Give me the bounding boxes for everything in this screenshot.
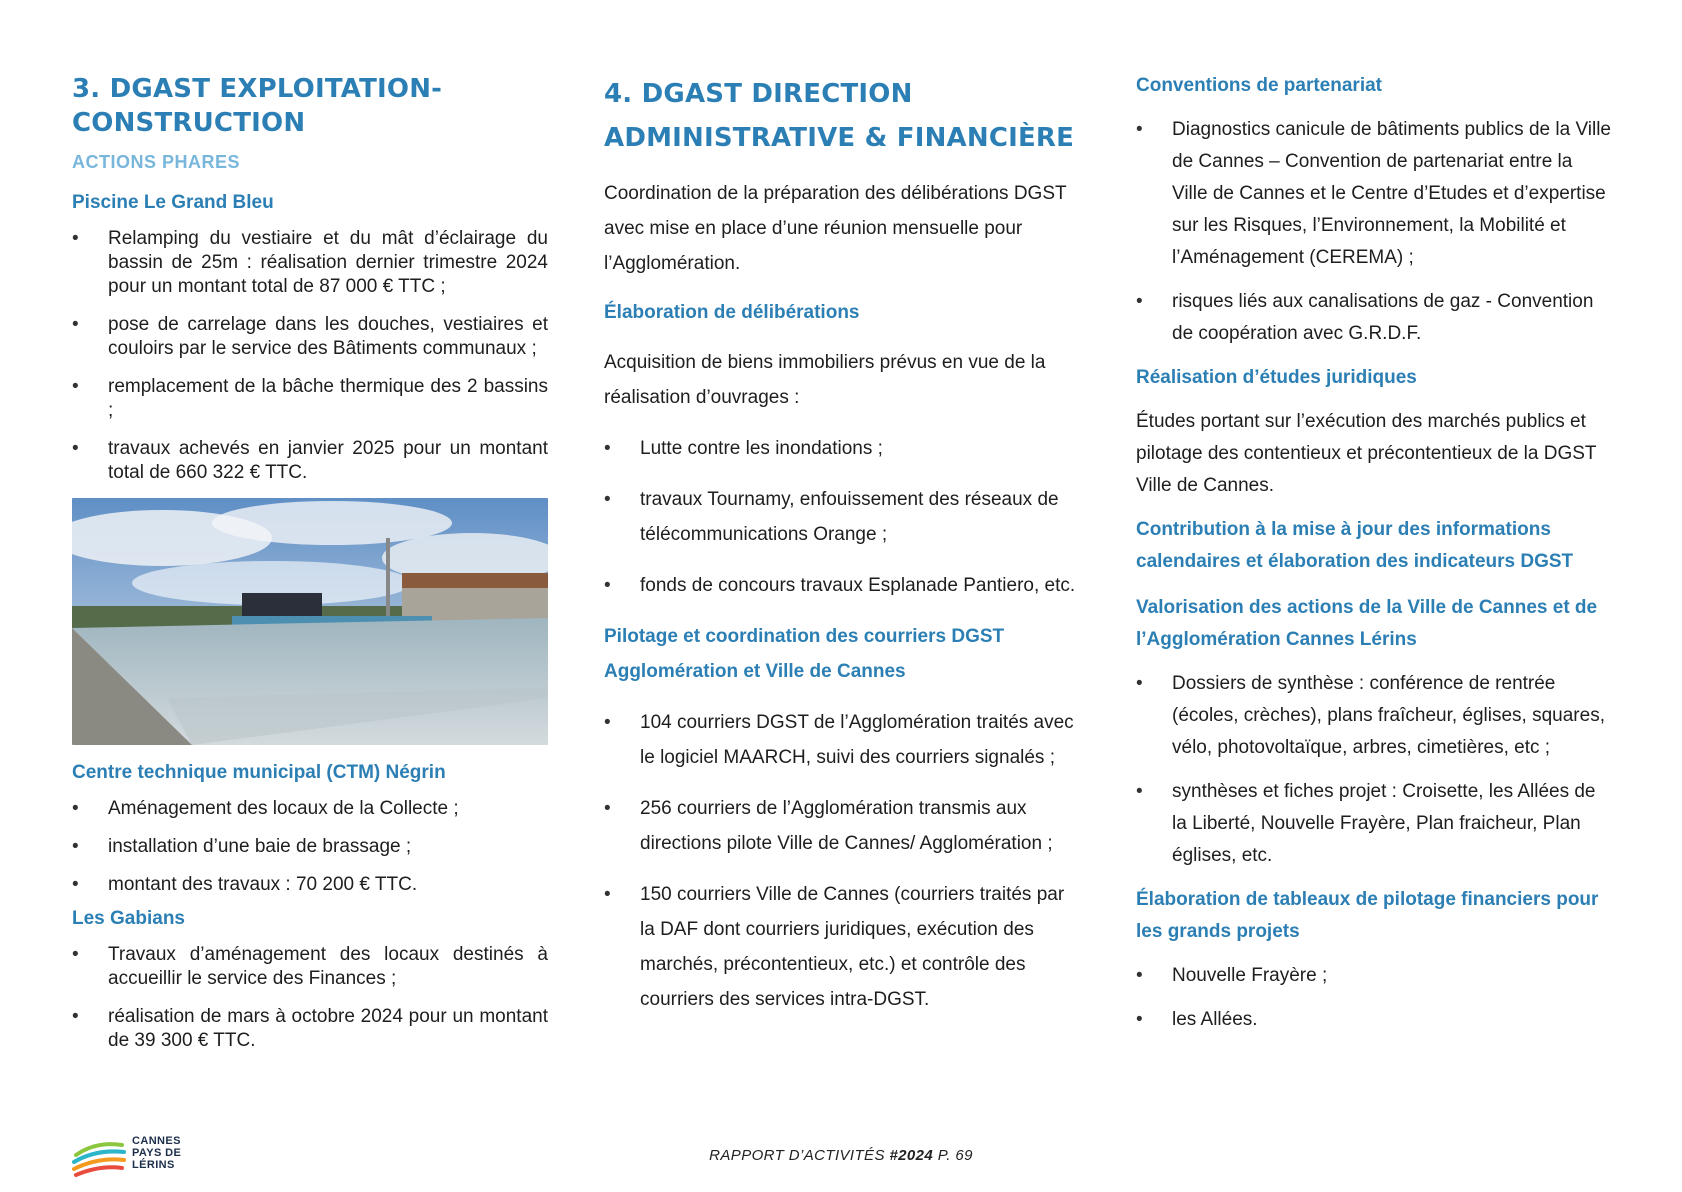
heading-gabians: Les Gabians xyxy=(72,908,185,929)
column-administrative xyxy=(604,72,1080,1017)
heading-valorisation: Valorisation des actions de la Ville de Cannes et de l’Agglomération Cannes Lérins xyxy=(1136,597,1598,650)
list-item: • Diagnostics canicule de bâtiments publics de la Ville de Cannes – Convention de partenariat entre la Ville de Cannes et le Centre d’Etudes et d’expertise sur les Risques, l’Environnement, la Mobilité et l’Aménagement (CEREMA) ; xyxy=(1136,114,1612,274)
list-item: • risques liés aux canalisations de gaz - Convention de coopération avec G.R.D.F. xyxy=(1136,286,1612,350)
list-item: • réalisation de mars à octobre 2024 pour un montant de 39 300 € TTC. xyxy=(72,1005,548,1053)
list-tableaux xyxy=(1136,960,1612,1036)
list-item: • installation d’une baie de brassage ; xyxy=(72,835,548,859)
heading-ctm: Centre technique municipal (CTM) Négrin xyxy=(72,762,446,783)
list-item: • 150 courriers Ville de Cannes (courriers traités par la DAF dont courriers juridiques, exécution des marchés, précontentieux, etc.) et contrôle des courriers des services intra-DGST. xyxy=(604,877,1080,1017)
footer-label: RAPPORT D’ACTIVITÉS xyxy=(709,1147,885,1164)
heading-tableaux: Élaboration de tableaux de pilotage financiers pour les grands projets xyxy=(1136,889,1599,942)
logo-text: CANNES PAYS DE LÉRINS xyxy=(132,1135,182,1171)
heading-piscine: Piscine Le Grand Bleu xyxy=(72,192,274,213)
list-conventions xyxy=(1136,114,1612,350)
list-item: • Dossiers de synthèse : conférence de rentrée (écoles, crèches), plans fraîcheur, églises, squares, vélo, photovoltaïque, arbres, cimetières, etc ; xyxy=(1136,668,1612,764)
heading-courriers: Pilotage et coordination des courriers DGST Agglomération et Ville de Cannes xyxy=(604,626,1005,682)
footer-page: P. 69 xyxy=(937,1147,973,1164)
acquisition-text: Acquisition de biens immobiliers prévus en vue de la réalisation d’ouvrages : xyxy=(604,352,1046,408)
column-exploitation xyxy=(72,72,548,1053)
list-item: • travaux Tournamy, enfouissement des réseaux de télécommunications Orange ; xyxy=(604,482,1080,552)
list-item: • Nouvelle Frayère ; xyxy=(1136,960,1612,992)
list-item: • Lutte contre les inondations ; xyxy=(604,431,1080,466)
list-courriers xyxy=(604,705,1080,1017)
list-valorisation xyxy=(1136,668,1612,872)
actions-phares-label: ACTIONS PHARES xyxy=(72,152,241,172)
section-title-administrative: 4. DGAST DIRECTION ADMINISTRATIVE & FINANCIÈRE xyxy=(604,79,1075,153)
list-gabians xyxy=(72,943,548,1053)
pool-photo xyxy=(72,498,548,745)
list-item: • 104 courriers DGST de l’Agglomération traités avec le logiciel MAARCH, suivi des courriers signalés ; xyxy=(604,705,1080,775)
list-item: • Travaux d’aménagement des locaux destinés à accueillir le service des Finances ; xyxy=(72,943,548,991)
heading-deliberations: Élaboration de délibérations xyxy=(604,302,860,323)
heading-contribution: Contribution à la mise à jour des informations calendaires et élaboration des indicateurs DGST xyxy=(1136,519,1574,572)
list-ctm xyxy=(72,797,548,897)
heading-conventions: Conventions de partenariat xyxy=(1136,75,1382,96)
juridiques-text: Études portant sur l’exécution des marchés publics et pilotage des contentieux et précontentieux de la DGST Ville de Cannes. xyxy=(1136,411,1597,496)
heading-juridiques: Réalisation d’études juridiques xyxy=(1136,367,1417,388)
footer-edition: #2024 xyxy=(889,1147,934,1164)
list-piscine xyxy=(72,227,548,485)
list-item: • les Allées. xyxy=(1136,1004,1612,1036)
list-item: • remplacement de la bâche thermique des 2 bassins ; xyxy=(72,375,548,423)
list-item: • fonds de concours travaux Esplanade Pantiero, etc. xyxy=(604,568,1080,603)
list-item: • 256 courriers de l’Agglomération transmis aux directions pilote Ville de Cannes/ Agglomération ; xyxy=(604,791,1080,861)
list-item: • Relamping du vestiaire et du mât d’éclairage du bassin de 25m : réalisation dernier trimestre 2024 pour un montant total de 87 000 € TTC ; xyxy=(72,227,548,299)
section-title-exploitation: 3. DGAST EXPLOITATION-CONSTRUCTION xyxy=(72,74,443,138)
list-deliberations xyxy=(604,431,1080,603)
page-footer xyxy=(0,1147,1682,1164)
list-item: • travaux achevés en janvier 2025 pour un montant total de 660 322 € TTC. xyxy=(72,437,548,485)
coordination-text: Coordination de la préparation des délibérations DGST avec mise en place d’une réunion mensuelle pour l’Agglomération. xyxy=(604,183,1067,274)
list-item: • Aménagement des locaux de la Collecte ; xyxy=(72,797,548,821)
list-item: • montant des travaux : 70 200 € TTC. xyxy=(72,873,548,897)
column-conventions xyxy=(1136,70,1612,1036)
list-item: • synthèses et fiches projet : Croisette, les Allées de la Liberté, Nouvelle Frayère, Plan fraicheur, Plan églises, etc. xyxy=(1136,776,1612,872)
list-item: • pose de carrelage dans les douches, vestiaires et couloirs par le service des Bâtiments communaux ; xyxy=(72,313,548,361)
